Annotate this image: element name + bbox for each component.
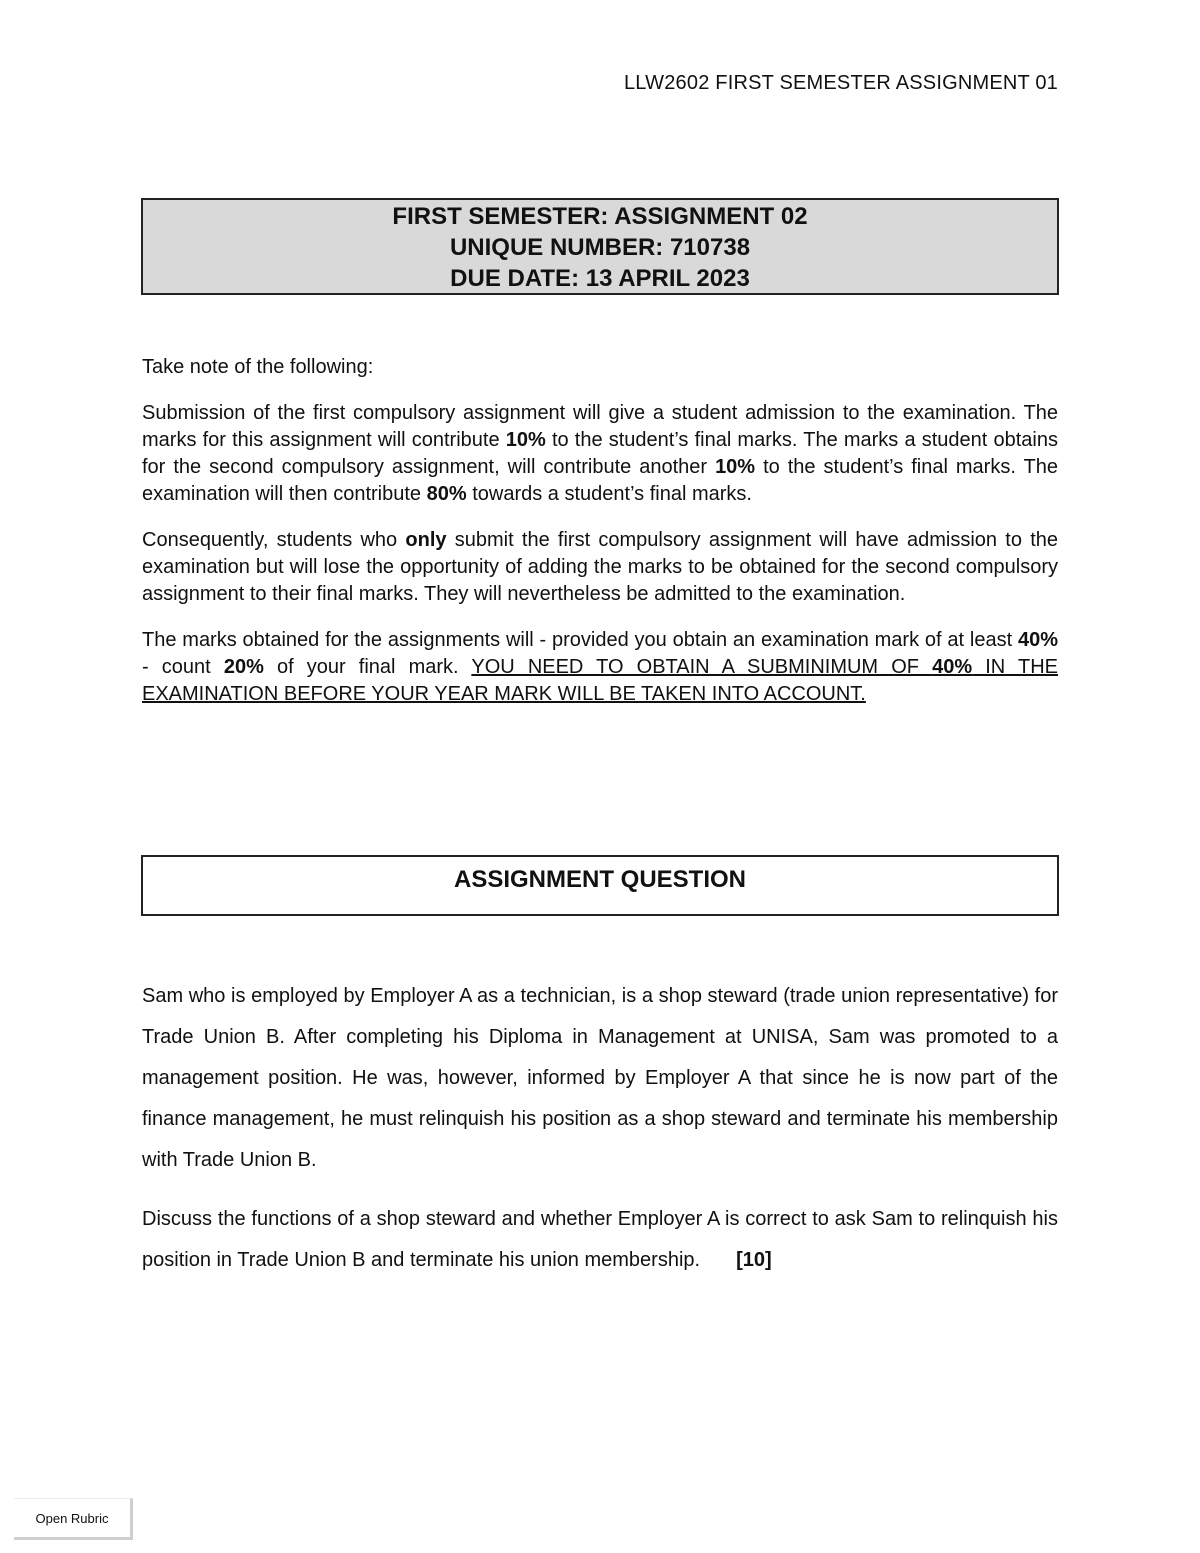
text-run: Discuss the functions of a shop steward and whether Employer A is correct to ask Sam to relinquish his position in Trade Union B and terminate his union membership.	[142, 1208, 1058, 1271]
instructions-paragraph-1	[142, 400, 1058, 508]
instructions-paragraph-3	[142, 627, 1058, 708]
instructions-section	[142, 354, 1058, 727]
text-run: submit the first compulsory assignment will have admission to the examination but will lose the opportunity of adding the marks to be obtained for the second compulsory assignment to their final marks. They will nevertheless be admitted to the examination.	[142, 529, 1059, 605]
note-heading: Take note of the following:	[142, 356, 374, 378]
percent-bold: 20%	[223, 656, 264, 678]
assignment-title: FIRST SEMESTER: ASSIGNMENT 02	[392, 203, 808, 230]
text-run: - count	[142, 656, 224, 678]
open-rubric-button[interactable]: Open Rubric	[14, 1498, 133, 1540]
question-scenario: Sam who is employed by Employer A as a technician, is a shop steward (trade union representative) for Trade Union B. After completing his Diploma in Management at UNISA, Sam was promoted to a management position. He was, however, informed by Employer A that since he is now part of the finance management, he must relinquish his position as a shop steward and terminate his membership with Trade Union B.	[142, 985, 1058, 1171]
text-run: towards a student’s final marks.	[466, 483, 752, 505]
text-run: of your final mark.	[263, 656, 472, 678]
percent-bold: 80%	[426, 483, 467, 505]
text-run: Consequently, students who	[142, 529, 406, 551]
percent-bold: 10%	[715, 456, 756, 478]
question-marks: [10]	[736, 1249, 772, 1271]
unique-number: UNIQUE NUMBER: 710738	[449, 234, 751, 261]
percent-bold: 40%	[1017, 629, 1058, 651]
page-header: LLW2602 FIRST SEMESTER ASSIGNMENT 01	[623, 72, 1058, 94]
text-run: to the student’s final marks. The marks a student obtains for the second compulsory assignment, will contribute another	[142, 429, 1058, 478]
question-section	[142, 976, 1058, 1299]
text-run: to the student’s final marks. The examination will then contribute	[142, 456, 1058, 505]
instructions-paragraph-2	[142, 527, 1058, 608]
text-run: YOU NEED TO OBTAIN A SUBMINIMUM OF	[471, 656, 933, 678]
due-date: DUE DATE: 13 APRIL 2023	[450, 265, 750, 292]
text-run: Submission of the first compulsory assignment will give a student admission to the examination. The marks for this assignment will contribute	[142, 402, 1058, 451]
assignment-title-box	[141, 198, 1059, 295]
text-run: The marks obtained for the assignments will - provided you obtain an examination mark of at least	[142, 629, 1018, 651]
assignment-question-heading: ASSIGNMENT QUESTION	[141, 855, 1059, 916]
percent-bold: 40%	[932, 656, 973, 678]
text-run: IN THE EXAMINATION BEFORE YOUR YEAR MARK WILL BE TAKEN INTO ACCOUNT.	[142, 656, 1059, 705]
question-task	[142, 1199, 1058, 1281]
emphasis-bold: only	[405, 529, 447, 551]
percent-bold: 10%	[505, 429, 546, 451]
